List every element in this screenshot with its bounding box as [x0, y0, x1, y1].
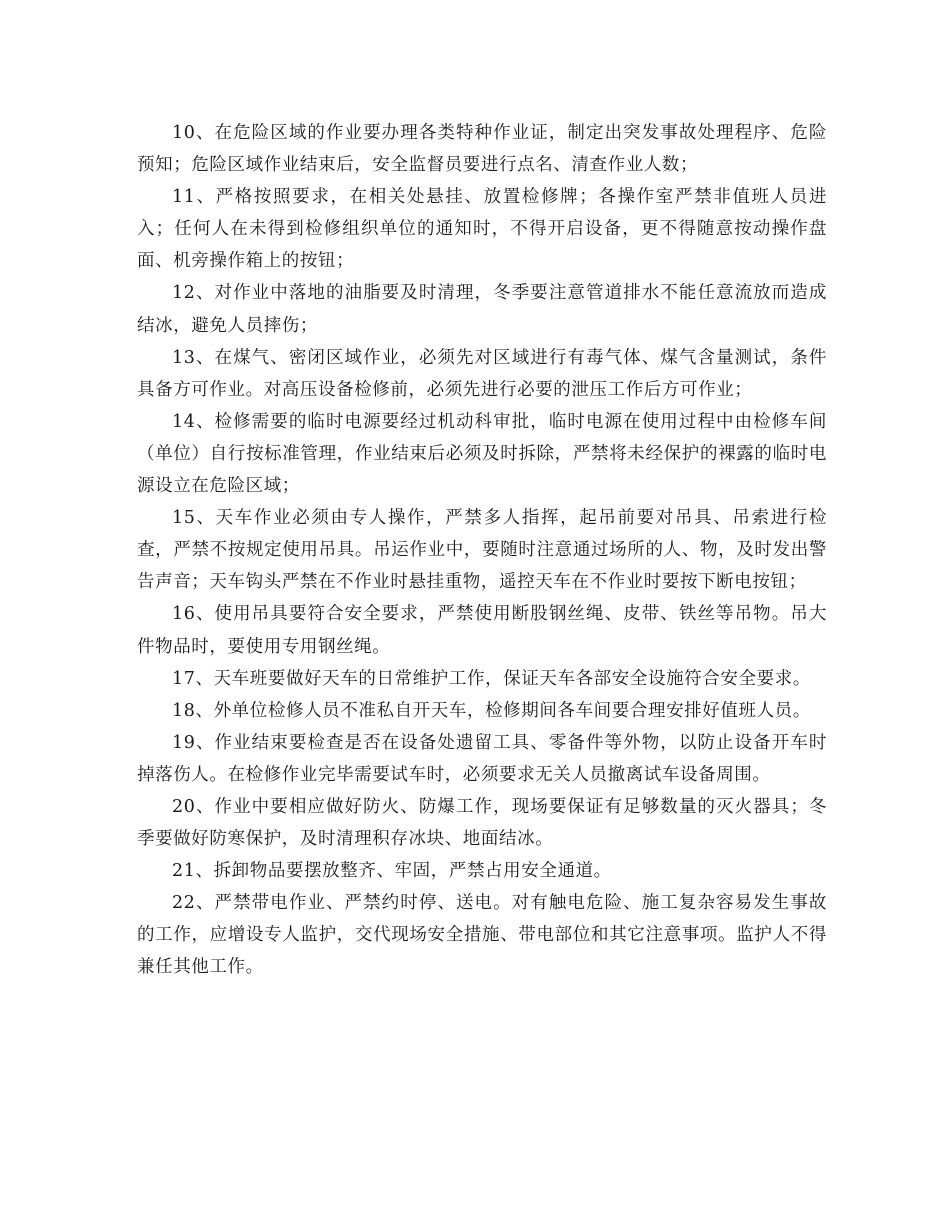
- paragraph-item-14: 14、检修需要的临时电源要经过机动科审批，临时电源在使用过程中由检修车间（单位）自行按标准管理，作业结束后必须及时拆除，严禁将未经保护的裸露的临时电源设立在危险区域；: [137, 411, 827, 497]
- paragraph-item-10: 10、在危险区域的作业要办理各类特种作业证，制定出突发事故处理程序、危险预知；危险区域作业结束后，安全监督员要进行点名、清查作业人数；: [137, 123, 827, 176]
- paragraph-item-18: 18、外单位检修人员不准私自开天车，检修期间各车间要合理安排好值班人员。: [172, 700, 811, 721]
- paragraph-item-19: 19、作业结束要检查是否在设备处遗留工具、零备件等外物，以防止设备开车时掉落伤人。在检修作业完毕需要试车时，必须要求无关人员撤离试车设备周围。: [137, 732, 827, 785]
- paragraph-item-11: 11、严格按照要求，在相关处悬挂、放置检修牌；各操作室严禁非值班人员进入；任何人在未得到检修组织单位的通知时，不得开启设备，更不得随意按动操作盘面、机旁操作箱上的按钮；: [137, 187, 827, 272]
- document-body: [137, 117, 827, 984]
- paragraph-item-12: 12、对作业中落地的油脂要及时清理，冬季要注意管道排水不能任意流放而造成结冰，避免人员摔伤；: [137, 283, 827, 336]
- paragraph-item-16: 16、使用吊具要符合安全要求，严禁使用断股钢丝绳、皮带、铁丝等吊物。吊大件物品时，要使用专用钢丝绳。: [137, 604, 827, 657]
- paragraph-item-21: 21、拆卸物品要摆放整齐、牢固，严禁占用安全通道。: [172, 861, 612, 882]
- paragraph-item-22: 22、严禁带电作业、严禁约时停、送电。对有触电危险、施工复杂容易发生事故的工作，应增设专人监护，交代现场安全措施、带电部位和其它注意事项。监护人不得兼任其他工作。: [137, 893, 827, 978]
- paragraph-item-13: 13、在煤气、密闭区域作业，必须先对区域进行有毒气体、煤气含量测试，条件具备方可作业。对高压设备检修前，必须先进行必要的泄压工作后方可作业；: [137, 347, 827, 400]
- paragraph-item-17: 17、天车班要做好天车的日常维护工作，保证天车各部安全设施符合安全要求。: [172, 668, 811, 689]
- paragraph-item-20: 20、作业中要相应做好防火、防爆工作，现场要保证有足够数量的灭火器具；冬季要做好防寒保护，及时清理积存冰块、地面结冰。: [137, 796, 827, 850]
- paragraph-item-15: 15、天车作业必须由专人操作，严禁多人指挥，起吊前要对吊具、吊索进行检查，严禁不按规定使用吊具。吊运作业中，要随时注意通过场所的人、物，及时发出警告声音；天车钩头严禁在不作业时悬挂重物，遥控天车在不作业时要按下断电按钮；: [137, 508, 827, 593]
